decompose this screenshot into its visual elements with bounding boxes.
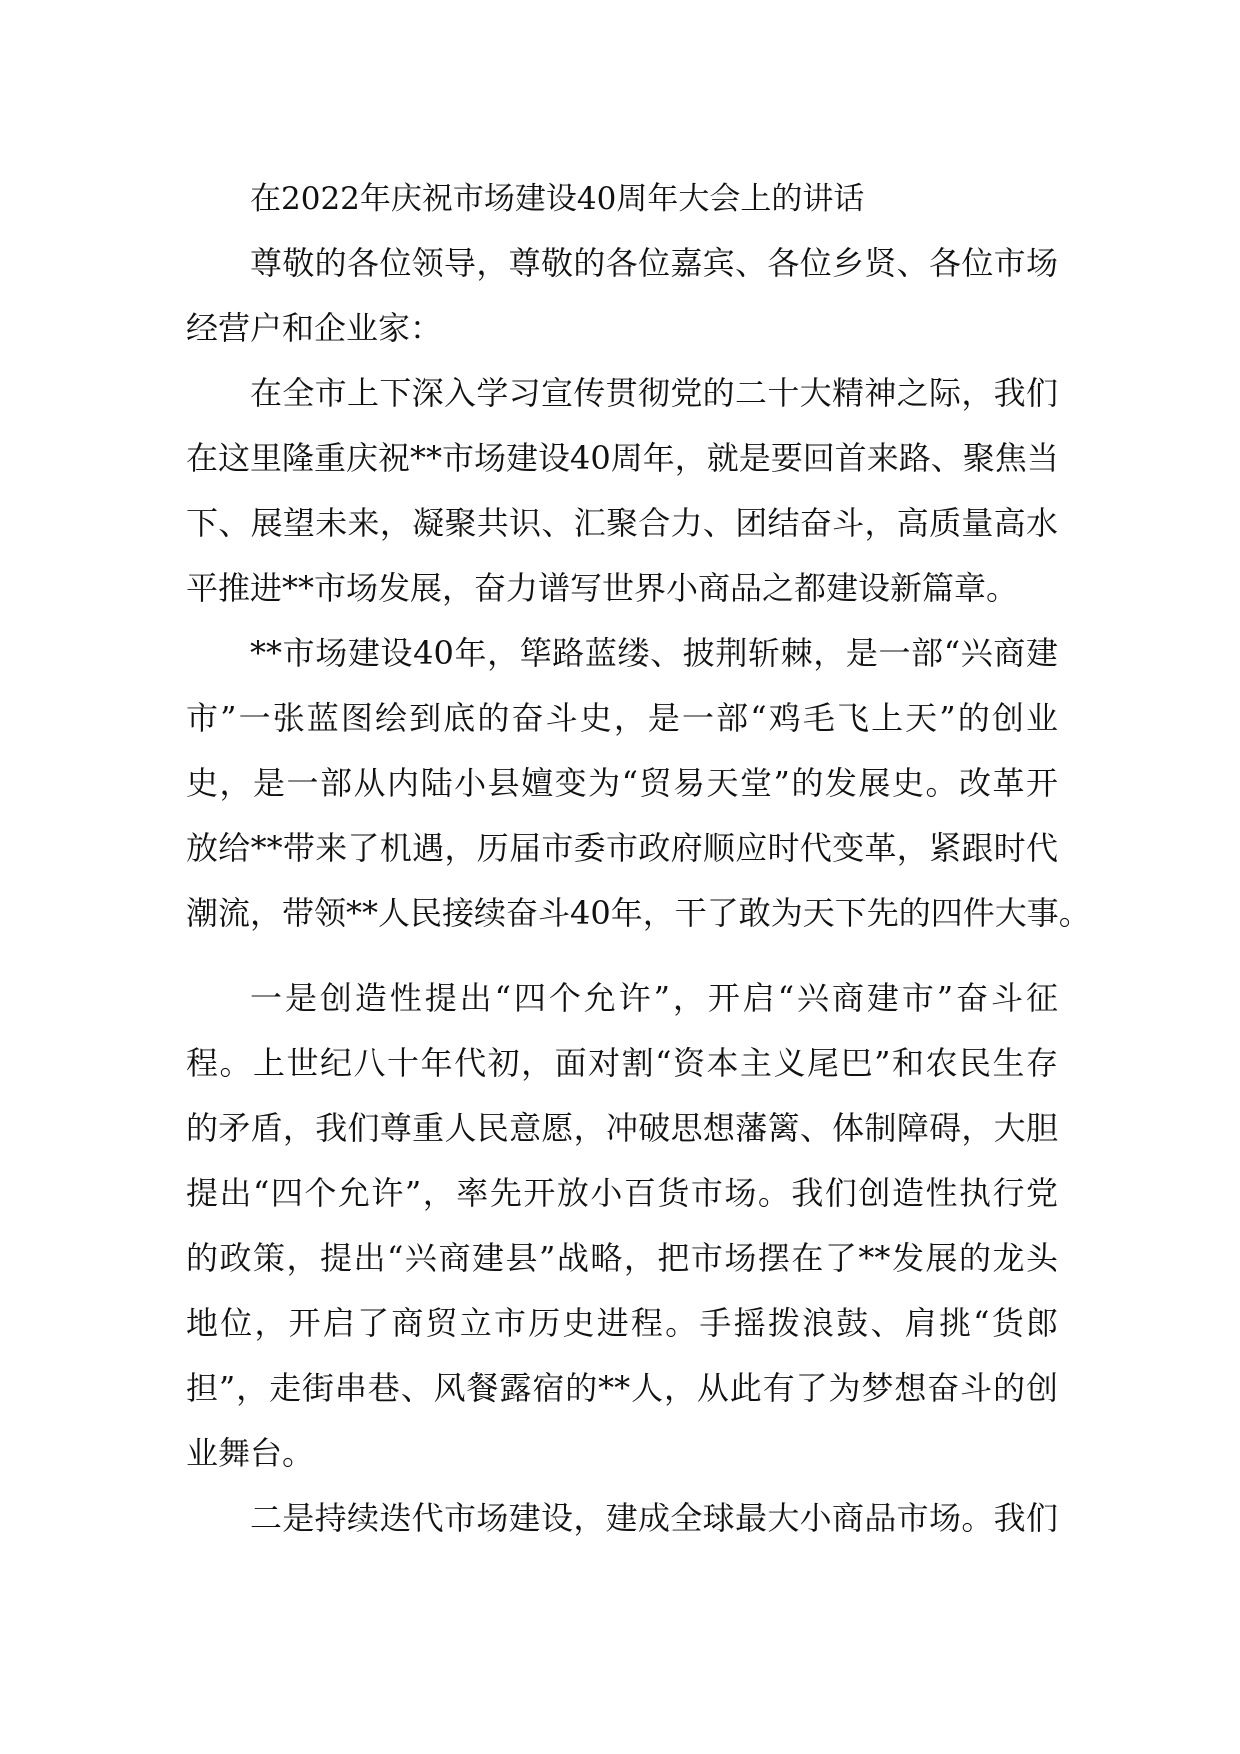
paragraph-line: 程。上世纪八十年代初，面对割“资本主义尾巴”和农民生存 <box>186 1044 1058 1082</box>
document-title: 在2022年庆祝市场建设40周年大会上的讲话 <box>250 181 865 217</box>
paragraph-line: 地位，开启了商贸立市历史进程。手摇拨浪鼓、肩挑“货郎 <box>186 1304 1058 1342</box>
paragraph-line: 平推进**市场发展，奋力谱写世界小商品之都建设新篇章。 <box>186 569 1019 607</box>
paragraph-line: **市场建设40年，筚路蓝缕、披荆斩棘，是一部“兴商建 <box>250 634 1058 672</box>
paragraph-spacer <box>186 946 1058 966</box>
paragraph-line: 一是创造性提出“四个允许”，开启“兴商建市”奋斗征 <box>250 979 1058 1017</box>
paragraph-line: 业舞台。 <box>186 1434 315 1472</box>
paragraph-line: 潮流，带领**人民接续奋斗40年，干了敢为天下先的四件大事。 <box>186 894 1091 932</box>
paragraph-line: 放给**带来了机遇，历届市委市政府顺应时代变革，紧跟时代 <box>186 829 1058 867</box>
paragraph-2 <box>186 621 1091 946</box>
paragraph-line: 在这里隆重庆祝**市场建设40周年，就是要回首来路、聚焦当 <box>186 439 1059 477</box>
document-body <box>186 168 1091 1551</box>
paragraph-line: 市”一张蓝图绘到底的奋斗史，是一部“鸡毛飞上天”的创业 <box>186 699 1058 737</box>
paragraph-line: 经营户和企业家： <box>186 309 443 347</box>
paragraph-4 <box>186 1486 1058 1551</box>
paragraph-line: 尊敬的各位领导，尊敬的各位嘉宾、各位乡贤、各位市场 <box>250 244 1058 282</box>
paragraph-line: 二是持续迭代市场建设，建成全球最大小商品市场。我们 <box>250 1499 1058 1537</box>
paragraph-line: 在全市上下深入学习宣传贯彻党的二十大精神之际，我们 <box>250 374 1058 412</box>
paragraph-line: 提出“四个允许”，率先开放小百货市场。我们创造性执行党 <box>186 1174 1058 1212</box>
paragraph-line: 的政策，提出“兴商建县”战略，把市场摆在了**发展的龙头 <box>186 1239 1058 1277</box>
paragraph-line: 下、展望未来，凝聚共识、汇聚合力、团结奋斗，高质量高水 <box>186 504 1058 542</box>
paragraph-line: 担”，走街串巷、风餐露宿的**人，从此有了为梦想奋斗的创 <box>186 1369 1058 1407</box>
paragraph-3 <box>186 966 1058 1486</box>
paragraph-1 <box>186 361 1058 621</box>
paragraph-line: 史，是一部从内陆小县嬗变为“贸易天堂”的发展史。改革开 <box>186 764 1058 802</box>
salutation-paragraph <box>186 231 1058 361</box>
paragraph-line: 的矛盾，我们尊重人民意愿，冲破思想藩篱、体制障碍，大胆 <box>186 1109 1058 1147</box>
